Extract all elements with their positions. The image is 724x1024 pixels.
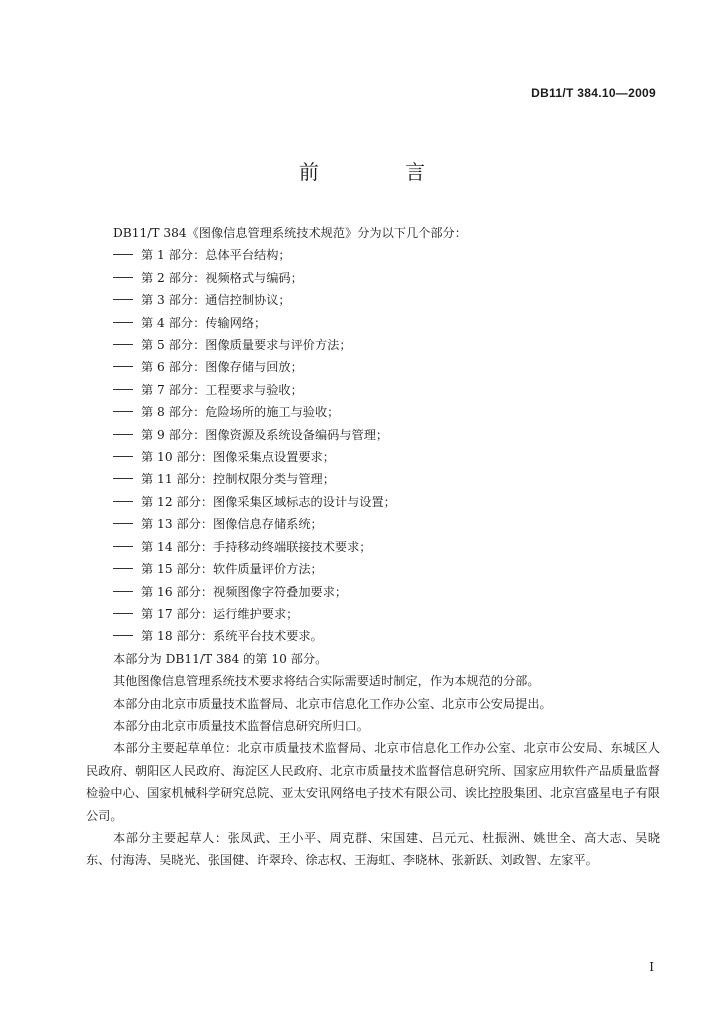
dash-mark	[113, 501, 133, 502]
list-item: 第 14 部分：手持移动终端联接技术要求；	[86, 536, 660, 558]
list-item: 第 6 部分：图像存储与回放；	[86, 356, 660, 378]
list-item: 第 12 部分：图像采集区域标志的设计与设置；	[86, 491, 660, 513]
dash-mark	[113, 523, 133, 524]
list-item: 第 16 部分：视频图像字符叠加要求；	[86, 581, 660, 603]
foreword-body	[86, 222, 660, 872]
managed-by-statement: 本部分由北京市质量技术监督信息研究所归口。	[113, 718, 369, 733]
list-item: 第 8 部分：危险场所的施工与验收；	[86, 401, 660, 423]
list-item: 第 3 部分：通信控制协议；	[86, 289, 660, 311]
list-item: 第 1 部分：总体平台结构；	[86, 244, 660, 266]
list-item: 第 9 部分：图像资源及系统设备编码与管理；	[86, 424, 660, 446]
list-item: 第 15 部分：软件质量评价方法；	[86, 558, 660, 580]
dash-mark	[113, 478, 133, 479]
dash-mark	[113, 254, 133, 255]
drafters-paragraph: 本部分主要起草人：张凤武、王小平、周克群、宋国建、吕元元、杜振洲、姚世全、高大志、吴晓东、付海涛、吴晓光、张国健、许翠玲、徐志权、王海虹、李晓林、张新跃、刘政智、左家平。	[86, 830, 660, 868]
list-item: 第 18 部分：系统平台技术要求。	[86, 625, 660, 647]
dash-mark	[113, 322, 133, 323]
dash-mark	[113, 389, 133, 390]
standard-code: DB11/T 384.10—2009	[531, 86, 656, 100]
intro-line: DB11/T 384《图像信息管理系统技术规范》分为以下几个部分：	[113, 226, 467, 240]
list-item: 第 4 部分：传输网络；	[86, 312, 660, 334]
dash-mark	[113, 344, 133, 345]
page-title: 前 言	[298, 160, 466, 184]
dash-mark	[113, 456, 133, 457]
list-item: 第 2 部分：视频格式与编码；	[86, 267, 660, 289]
dash-mark	[113, 546, 133, 547]
dash-mark	[113, 366, 133, 367]
page-number: I	[649, 960, 654, 974]
this-part-statement: 本部分为 DB11/T 384 的第 10 部分。	[113, 651, 328, 666]
dash-mark	[113, 411, 133, 412]
dash-mark	[113, 591, 133, 592]
list-item: 第 11 部分：控制权限分类与管理；	[86, 468, 660, 490]
dash-mark	[113, 299, 133, 300]
other-parts-statement: 其他图像信息管理系统技术要求将结合实际需要适时制定，作为本规范的分部。	[113, 674, 540, 689]
list-item: 第 7 部分：工程要求与验收；	[86, 379, 660, 401]
list-item: 第 17 部分：运行维护要求；	[86, 603, 660, 625]
dash-mark	[113, 568, 133, 569]
dash-mark	[113, 635, 133, 636]
list-item: 第 5 部分：图像质量要求与评价方法；	[86, 334, 660, 356]
parts-list	[86, 244, 660, 647]
dash-mark	[113, 613, 133, 614]
proposed-by-statement: 本部分由北京市质量技术监督局、北京市信息化工作办公室、北京市公安局提出。	[113, 696, 552, 711]
dash-mark	[113, 434, 133, 435]
list-item: 第 10 部分：图像采集点设置要求；	[86, 446, 660, 468]
drafting-units-paragraph: 本部分主要起草单位：北京市质量技术监督局、北京市信息化工作办公室、北京市公安局、东城区人民政府、朝阳区人民政府、海淀区人民政府、北京市质量技术监督信息研究所、国家应用软件产品质量监督检验中心、国家机械科学研究总院、亚太安讯网络电子技术有限公司、诶比控股集团、北京宫盛星电子有限公司。	[86, 741, 660, 823]
list-item: 第 13 部分：图像信息存储系统；	[86, 513, 660, 535]
dash-mark	[113, 277, 133, 278]
